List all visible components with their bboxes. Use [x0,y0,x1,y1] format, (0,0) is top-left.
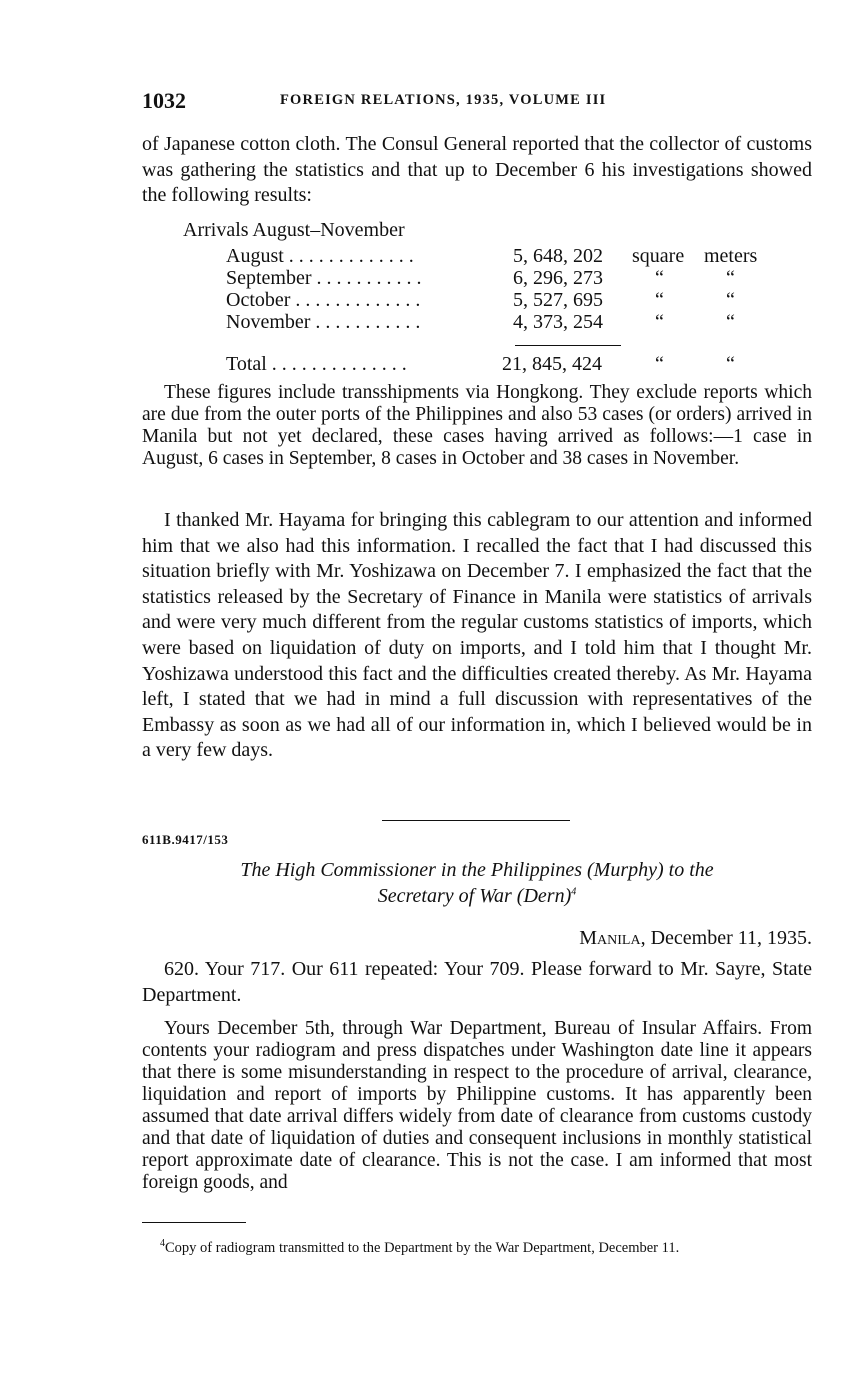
table-total-label: Total . . . . . . . . . . . . . . [226,353,407,375]
table-row-value: 4, 373, 254 [513,311,603,333]
table-row-month: November . . . . . . . . . . . [226,311,421,333]
page-number: 1032 [142,88,186,113]
table-row [226,245,786,269]
table-row-value: 5, 527, 695 [513,289,603,311]
dateline-date: December 11, 1935. [650,927,812,949]
footnote-marker: 4 [160,1238,165,1250]
document-title-line-2: Secretary of War (Dern) [377,885,572,907]
document-paragraph-1: 620. Your 717. Our 611 repeated: Your 709. Please forward to Mr. Sayre, State Department. [142,958,812,1006]
footnote-reference: 4 [571,886,577,898]
intro-paragraph: of Japanese cotton cloth. The Consul General reported that the collector of customs was gathering the statistics and that up to December 6 his investigations showed the following results: [142,133,812,207]
table-row-month: October . . . . . . . . . . . . . [226,289,421,311]
document-title [142,857,812,909]
table-row [226,289,786,313]
file-number: 611B.9417/153 [142,832,229,847]
ditto-mark: “ [726,353,735,375]
dateline [579,927,812,950]
ditto-mark: “ [655,311,664,333]
paragraph-thanked: I thanked Mr. Hayama for bringing this cablegram to our attention and informed him that we also had this information. I recalled the fact that I had discussed this situation briefly with Mr. Yoshizawa on December 7. I emphasized the fact that the statistics released by the Secretary of Finance in Manila were statistics of arrivals and were very much different from the regular customs statistics of imports, which were based on liquidation of duty on imports, and I told him that I thought Mr. Yoshizawa understood this fact and the difficulties created thereby. As Mr. Hayama left, I stated that we had in mind a full discussion with representatives of the Embassy as soon as we had all of our information in, which I believed would be in a very few days. [142,509,812,762]
ditto-mark: “ [655,353,664,375]
table-row [226,267,786,291]
page-header [142,88,812,118]
paragraph-figures: These figures include transshipments via Hongkong. They exclude reports which are due from the outer ports of the Philippines and also 53 cases (or orders) arrived in Manila but not yet declared, these cases having arrived as follows:—1 case in August, 6 cases in September, 8 cases in October and 38 cases in November. [142,382,812,469]
table-total-value: 21, 845, 424 [502,353,602,375]
footnote-rule [142,1222,246,1223]
running-head: FOREIGN RELATIONS, 1935, VOLUME III [280,92,607,108]
dateline-place: Manila, [579,927,646,949]
ditto-mark: “ [726,311,735,333]
table-row-unit: square [632,245,685,267]
total-rule [515,345,621,346]
table-row-value: 6, 296, 273 [513,267,603,289]
arrivals-table-title: Arrivals August–November [183,219,405,241]
table-row-unit: meters [704,245,758,267]
table-total-row [226,353,786,377]
document-title-line-1: The High Commissioner in the Philippines (Murphy) to the [240,859,714,881]
table-row [226,311,786,335]
ditto-mark: “ [726,267,735,289]
footnote [142,1240,812,1257]
table-row-month: August . . . . . . . . . . . . . [226,245,414,267]
document-paragraph-2: Yours December 5th, through War Department, Bureau of Insular Affairs. From contents your radiogram and press dispatches under Washington date line it appears that there is some misunderstanding in respect to the procedure of arrival, clearance, liquidation and report of imports by Philippine customs. It has apparently been assumed that date arrival differs widely from date of clearance from customs custody and that date of liquidation of duties and consequent inclusions in monthly statistical report approximate date of clearance. This is not the case. I am informed that most foreign goods, and [142,1018,812,1193]
footnote-text: Copy of radiogram transmitted to the Department by the War Department, December 11. [165,1240,680,1256]
section-divider [382,820,570,821]
table-row-value: 5, 648, 202 [513,245,603,267]
ditto-mark: “ [726,289,735,311]
ditto-mark: “ [655,289,664,311]
table-row-month: September . . . . . . . . . . . [226,267,422,289]
ditto-mark: “ [655,267,664,289]
